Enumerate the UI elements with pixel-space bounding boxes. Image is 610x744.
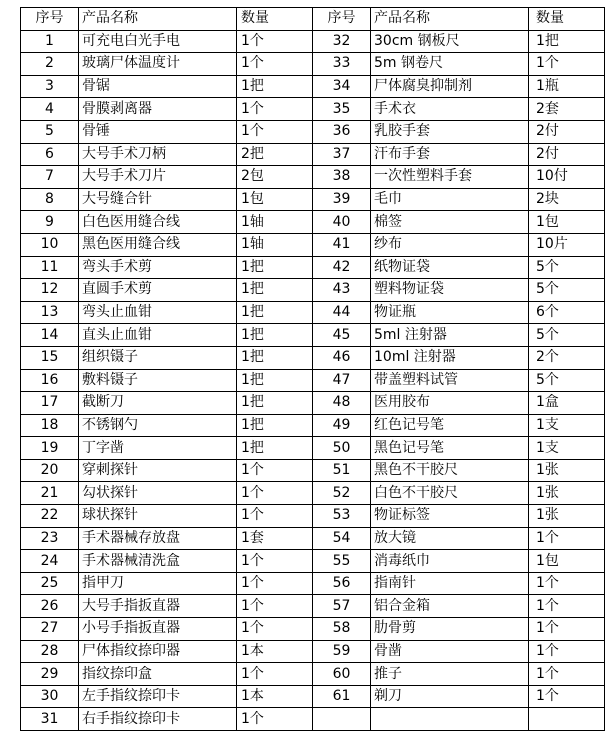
item-name: 骨锤 <box>79 120 237 143</box>
item-number: 28 <box>21 640 79 663</box>
item-number: 29 <box>21 663 79 686</box>
item-quantity: 1轴 <box>237 211 313 234</box>
item-name: 截断刀 <box>79 392 237 415</box>
header-qty: 数量 <box>237 8 313 31</box>
item-number: 55 <box>313 550 371 573</box>
item-quantity: 1个 <box>237 505 313 528</box>
item-number: 57 <box>313 595 371 618</box>
table-row <box>21 708 605 731</box>
item-number: 42 <box>313 256 371 279</box>
item-name: 5ml 注射器 <box>371 324 529 347</box>
item-name: 左手指纹捺印卡 <box>79 685 237 708</box>
item-number: 4 <box>21 98 79 121</box>
table-row <box>21 301 605 324</box>
item-name: 纸物证袋 <box>371 256 529 279</box>
item-name: 可充电白光手电 <box>79 30 237 53</box>
item-number: 8 <box>21 188 79 211</box>
item-number: 11 <box>21 256 79 279</box>
table-row <box>21 324 605 347</box>
item-name: 手术衣 <box>371 98 529 121</box>
item-quantity: 1本 <box>237 640 313 663</box>
item-name: 弯头止血钳 <box>79 301 237 324</box>
item-name: 带盖塑料试管 <box>371 369 529 392</box>
item-quantity: 1把 <box>237 437 313 460</box>
item-name: 小号手指扳直器 <box>79 618 237 641</box>
item-quantity: 1把 <box>237 324 313 347</box>
item-quantity: 2把 <box>237 143 313 166</box>
item-quantity: 1张 <box>529 482 605 505</box>
item-quantity: 1把 <box>237 369 313 392</box>
item-quantity: 1瓶 <box>529 75 605 98</box>
table-row <box>21 188 605 211</box>
table-row <box>21 211 605 234</box>
item-quantity: 6个 <box>529 301 605 324</box>
item-number: 45 <box>313 324 371 347</box>
item-number: 38 <box>313 166 371 189</box>
item-quantity: 2付 <box>529 120 605 143</box>
header-name-2: 产品名称 <box>371 8 529 31</box>
table-row <box>21 459 605 482</box>
table-row <box>21 640 605 663</box>
item-number: 56 <box>313 572 371 595</box>
item-quantity: 1包 <box>529 211 605 234</box>
item-quantity: 1个 <box>237 482 313 505</box>
table-row <box>21 166 605 189</box>
item-quantity <box>529 708 605 731</box>
table-row <box>21 98 605 121</box>
item-name: 骨锯 <box>79 75 237 98</box>
item-number: 37 <box>313 143 371 166</box>
table-row <box>21 30 605 53</box>
item-name: 棉签 <box>371 211 529 234</box>
item-name: 组织镊子 <box>79 346 237 369</box>
header-no-2: 序号 <box>313 8 371 31</box>
item-name: 汗布手套 <box>371 143 529 166</box>
item-quantity: 5个 <box>529 369 605 392</box>
item-quantity: 1个 <box>237 459 313 482</box>
item-name: 丁字凿 <box>79 437 237 460</box>
item-number: 33 <box>313 53 371 76</box>
item-name: 敷料镊子 <box>79 369 237 392</box>
item-quantity: 1个 <box>529 685 605 708</box>
item-quantity: 1支 <box>529 437 605 460</box>
item-number: 59 <box>313 640 371 663</box>
table-row <box>21 346 605 369</box>
item-number: 52 <box>313 482 371 505</box>
item-quantity: 5个 <box>529 324 605 347</box>
item-name: 大号手术刀片 <box>79 166 237 189</box>
item-quantity: 2包 <box>237 166 313 189</box>
item-number: 12 <box>21 279 79 302</box>
item-number: 23 <box>21 527 79 550</box>
item-number: 15 <box>21 346 79 369</box>
item-quantity: 1盒 <box>529 392 605 415</box>
header-no: 序号 <box>21 8 79 31</box>
item-name: 手术器械存放盘 <box>79 527 237 550</box>
header-name: 产品名称 <box>79 8 237 31</box>
item-number: 6 <box>21 143 79 166</box>
item-quantity: 1个 <box>529 640 605 663</box>
item-quantity: 1把 <box>237 301 313 324</box>
item-number: 25 <box>21 572 79 595</box>
item-quantity: 1个 <box>529 572 605 595</box>
item-number: 18 <box>21 414 79 437</box>
item-number: 26 <box>21 595 79 618</box>
table-row <box>21 595 605 618</box>
item-name: 右手指纹捺印卡 <box>79 708 237 731</box>
item-quantity: 1套 <box>237 527 313 550</box>
item-quantity: 1个 <box>529 618 605 641</box>
table-row <box>21 369 605 392</box>
item-quantity: 1张 <box>529 505 605 528</box>
item-number: 14 <box>21 324 79 347</box>
table-row <box>21 53 605 76</box>
item-quantity: 2付 <box>529 143 605 166</box>
item-quantity: 5个 <box>529 256 605 279</box>
item-number: 54 <box>313 527 371 550</box>
item-number: 22 <box>21 505 79 528</box>
item-name: 球状探针 <box>79 505 237 528</box>
item-name: 10ml 注射器 <box>371 346 529 369</box>
item-name: 红色记号笔 <box>371 414 529 437</box>
item-quantity: 1个 <box>237 53 313 76</box>
item-number: 39 <box>313 188 371 211</box>
table-row <box>21 279 605 302</box>
item-name: 30cm 钢板尺 <box>371 30 529 53</box>
item-number: 30 <box>21 685 79 708</box>
item-name: 黑色医用缝合线 <box>79 233 237 256</box>
item-number: 40 <box>313 211 371 234</box>
item-name: 剃刀 <box>371 685 529 708</box>
item-quantity: 1把 <box>237 75 313 98</box>
item-name: 不锈钢勺 <box>79 414 237 437</box>
item-name: 消毒纸巾 <box>371 550 529 573</box>
item-name: 骨膜剥离器 <box>79 98 237 121</box>
item-quantity: 1把 <box>237 392 313 415</box>
item-name: 物证瓶 <box>371 301 529 324</box>
item-quantity: 1把 <box>237 346 313 369</box>
item-number: 48 <box>313 392 371 415</box>
item-name: 黑色记号笔 <box>371 437 529 460</box>
item-number: 47 <box>313 369 371 392</box>
table-row <box>21 618 605 641</box>
item-number: 49 <box>313 414 371 437</box>
header-qty-2: 数量 <box>529 8 605 31</box>
item-quantity: 2套 <box>529 98 605 121</box>
item-number: 50 <box>313 437 371 460</box>
item-number: 19 <box>21 437 79 460</box>
table-row <box>21 663 605 686</box>
item-name: 手术器械清洗盒 <box>79 550 237 573</box>
item-name: 指纹捺印盒 <box>79 663 237 686</box>
item-quantity: 5个 <box>529 279 605 302</box>
item-name: 纱布 <box>371 233 529 256</box>
item-number: 32 <box>313 30 371 53</box>
item-quantity: 10付 <box>529 166 605 189</box>
item-number: 36 <box>313 120 371 143</box>
table-row <box>21 75 605 98</box>
item-name: 玻璃尸体温度计 <box>79 53 237 76</box>
item-number: 24 <box>21 550 79 573</box>
item-quantity: 1轴 <box>237 233 313 256</box>
item-quantity: 1把 <box>237 279 313 302</box>
item-name <box>371 708 529 731</box>
item-number: 9 <box>21 211 79 234</box>
item-name: 直头止血钳 <box>79 324 237 347</box>
table-row <box>21 120 605 143</box>
item-name: 乳胶手套 <box>371 120 529 143</box>
item-name: 推子 <box>371 663 529 686</box>
table-row <box>21 482 605 505</box>
item-number: 1 <box>21 30 79 53</box>
item-number: 51 <box>313 459 371 482</box>
table-row <box>21 256 605 279</box>
table-row <box>21 572 605 595</box>
item-name: 指南针 <box>371 572 529 595</box>
item-name: 一次性塑料手套 <box>371 166 529 189</box>
item-quantity: 1包 <box>529 550 605 573</box>
table-row <box>21 505 605 528</box>
item-name: 骨凿 <box>371 640 529 663</box>
item-quantity: 1张 <box>529 459 605 482</box>
table-row <box>21 550 605 573</box>
item-name: 放大镜 <box>371 527 529 550</box>
item-quantity: 10片 <box>529 233 605 256</box>
item-quantity: 1把 <box>237 414 313 437</box>
item-name: 尸体指纹捺印器 <box>79 640 237 663</box>
item-quantity: 1个 <box>237 708 313 731</box>
item-name: 肋骨剪 <box>371 618 529 641</box>
item-number: 2 <box>21 53 79 76</box>
item-quantity: 1个 <box>529 527 605 550</box>
item-number: 46 <box>313 346 371 369</box>
item-number <box>313 708 371 731</box>
table-row <box>21 414 605 437</box>
item-name: 白色医用缝合线 <box>79 211 237 234</box>
item-name: 医用胶布 <box>371 392 529 415</box>
item-name: 大号手术刀柄 <box>79 143 237 166</box>
item-name: 勾状探针 <box>79 482 237 505</box>
item-number: 13 <box>21 301 79 324</box>
item-number: 7 <box>21 166 79 189</box>
item-name: 直圆手术剪 <box>79 279 237 302</box>
item-number: 43 <box>313 279 371 302</box>
item-quantity: 1个 <box>237 618 313 641</box>
item-number: 58 <box>313 618 371 641</box>
item-number: 21 <box>21 482 79 505</box>
item-quantity: 1个 <box>237 595 313 618</box>
inventory-table <box>20 7 605 731</box>
item-number: 5 <box>21 120 79 143</box>
item-name: 物证标签 <box>371 505 529 528</box>
table-row <box>21 685 605 708</box>
table-row <box>21 143 605 166</box>
item-number: 44 <box>313 301 371 324</box>
item-name: 白色不干胶尺 <box>371 482 529 505</box>
item-number: 60 <box>313 663 371 686</box>
item-quantity: 2个 <box>529 346 605 369</box>
item-name: 指甲刀 <box>79 572 237 595</box>
item-name: 5m 钢卷尺 <box>371 53 529 76</box>
item-number: 31 <box>21 708 79 731</box>
item-quantity: 1个 <box>529 595 605 618</box>
item-quantity: 1包 <box>237 188 313 211</box>
item-quantity: 1个 <box>237 120 313 143</box>
item-name: 铝合金箱 <box>371 595 529 618</box>
item-quantity: 1个 <box>529 663 605 686</box>
item-quantity: 1把 <box>529 30 605 53</box>
item-name: 黑色不干胶尺 <box>371 459 529 482</box>
item-number: 61 <box>313 685 371 708</box>
item-quantity: 1支 <box>529 414 605 437</box>
item-quantity: 1个 <box>237 663 313 686</box>
item-number: 20 <box>21 459 79 482</box>
item-number: 17 <box>21 392 79 415</box>
item-quantity: 1个 <box>237 98 313 121</box>
item-number: 3 <box>21 75 79 98</box>
item-number: 16 <box>21 369 79 392</box>
header-row <box>21 8 605 31</box>
item-quantity: 1本 <box>237 685 313 708</box>
item-name: 大号手指扳直器 <box>79 595 237 618</box>
item-number: 53 <box>313 505 371 528</box>
item-name: 弯头手术剪 <box>79 256 237 279</box>
item-name: 塑料物证袋 <box>371 279 529 302</box>
item-number: 10 <box>21 233 79 256</box>
item-quantity: 1个 <box>237 572 313 595</box>
item-number: 27 <box>21 618 79 641</box>
table-row <box>21 392 605 415</box>
item-number: 35 <box>313 98 371 121</box>
item-quantity: 1把 <box>237 256 313 279</box>
item-number: 34 <box>313 75 371 98</box>
item-quantity: 1个 <box>529 53 605 76</box>
item-quantity: 2块 <box>529 188 605 211</box>
item-name: 尸体腐臭抑制剂 <box>371 75 529 98</box>
item-name: 大号缝合针 <box>79 188 237 211</box>
item-quantity: 1个 <box>237 550 313 573</box>
table-row <box>21 233 605 256</box>
item-number: 41 <box>313 233 371 256</box>
table-row <box>21 527 605 550</box>
table-body <box>21 30 605 730</box>
item-name: 穿刺探针 <box>79 459 237 482</box>
item-quantity: 1个 <box>237 30 313 53</box>
item-name: 毛巾 <box>371 188 529 211</box>
table-row <box>21 437 605 460</box>
